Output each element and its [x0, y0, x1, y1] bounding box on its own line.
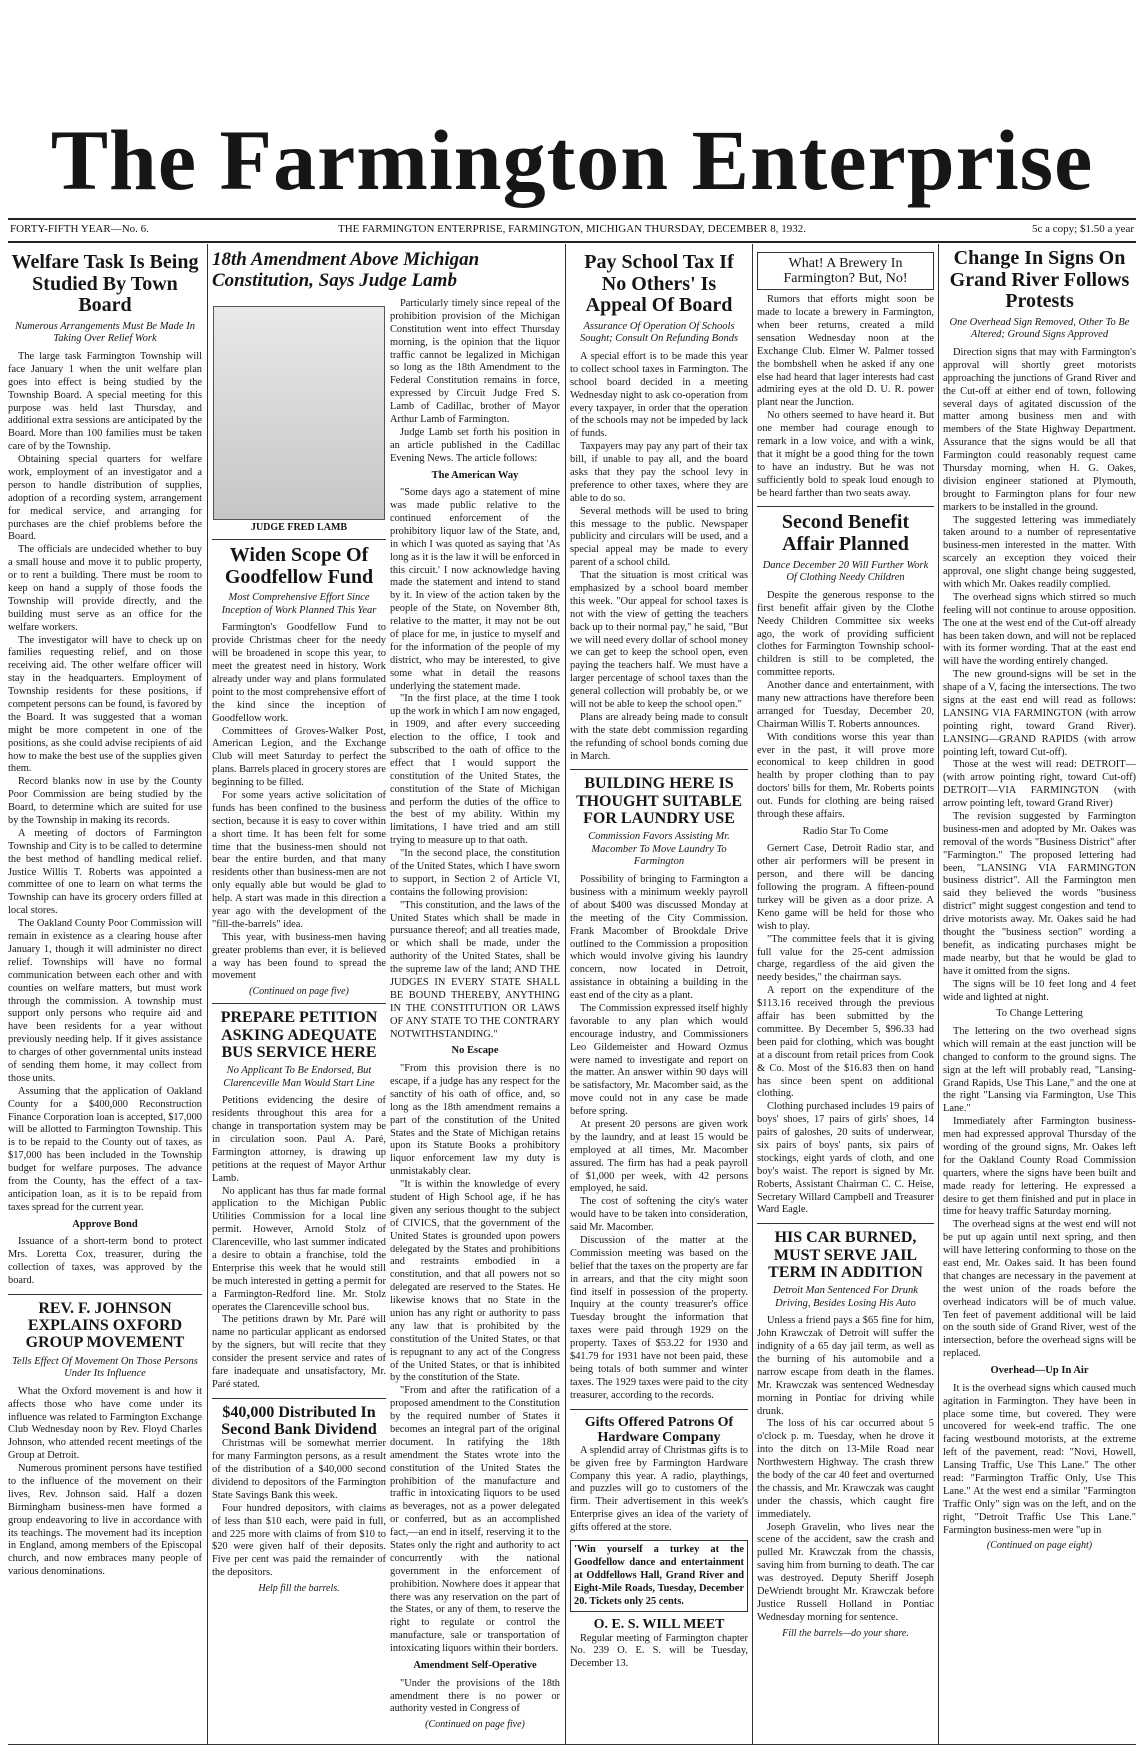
amendment-continued: (Continued on page five)	[425, 1719, 525, 1731]
brewery-box	[757, 252, 934, 290]
welfare-paragraph: The investigator will have to check up on families requesting relief, and on those receiving aid. The other welfare officer will stay in the headquarters. Employment of Township residents for these positions, if competent persons can be found, is favored by the Board. It was suggested that a woman might be more competent in one of the positions, as she could advise recipients of aid how to make the best use of the supplies given them.	[8, 634, 202, 775]
hardware-paragraph: A splendid array of Christmas gifts is to be given free by Farmington Hardware Company this year. A radio, playthings, and puzzles will go to customers of the firm. Their advertisement in this week's Enterprise gives an idea of the variety of gifts offered at the store.	[570, 1444, 748, 1534]
hardware-headline: Gifts Offered Patrons Of Hardware Company	[584, 1414, 734, 1445]
laundry-paragraph: At present 20 persons are given work by the laundry, and at least 15 would be employed at all times, Mr. Macomber assured. The firm has had a peak payroll of $1,000 per week, with 42 persons employed, he said.	[570, 1118, 748, 1195]
laundry-paragraph: Possibility of bringing to Farmington a business with a minimum weekly payroll of about $400 was discussed Monday at the meeting of the City Commission. Frank Macomber of Brookdale Drive outlined to the Commission a proposition which would involve giving his laundry concern, now located in Detroit, assistance in obtaining a building in the east end of the city as a plant.	[570, 874, 748, 1002]
benefit-paragraph: With conditions worse this year than ever in the past, it will prove more economical to keep children in good health by proper clothing than to pay doctors' bills for them, Mr. Roberts points out. Funds for clothing are being raised through these affairs.	[757, 731, 934, 820]
amendment-paragraph: "Under the provisions of the 18th amendment there is no power or authority vested in Congress of	[390, 1677, 560, 1715]
petition-paragraph: The petitions drawn by Mr. Paré will name no particular applicant as endorsed by the signers, but will recite that they consider the present service and rates of fare inadequate and unsatisfactory, Mr. Paré stated.	[212, 1314, 386, 1390]
welfare-paragraph: Assuming that the application of Oakland County for a $400,000 Reconstruction Finance Corporation loan is accepted, $17,000 will be allotted to Farmington Township. This is to be repaid to the County out of taxes, as $17,000 has been included in the Township budget for welfare purposes. The advance from the County, has the effect of a tax-anticipation loan, as it is to be repaid from taxes spread for the current year.	[8, 1085, 202, 1213]
petition-headline: PREPARE PETITION ASKING ADEQUATE BUS SERVICE HERE	[220, 1009, 378, 1061]
signs-paragraph: The overhead signs at the west end will not be put up again until next spring, and then will have lettering conforming to those on the east end, Mr. Oakes said. It has been found that changes are necessary in the pavement at the west union of the roads before the overhead indicators will be of much value. Ten feet of pavement additional will be laid on the south side of Grand River, west of the intersection, before the overhead signs will be replaced.	[943, 1219, 1136, 1360]
benefit-paragraph: A report on the expenditure of the $113.16 received through the previous affair has been submitted by the committee. By December 5, $96.33 had been paid for clothing, which was bought at a discount from retail prices from Cook & Co. Most of the $16.83 then on hand has since been spent on additional clothing.	[757, 985, 934, 1100]
petition-paragraph: No applicant has thus far made formal application to the Michigan Public Utilities Commission for a local line permit. However, Arnold Stolz of Clarenceville, who last summer indicated a desire to obtain a franchise, told the Enterprise this week that he would still be much interested in getting a permit for a Farmington-Redford line. Mr. Stolz operates the Clarenceville school bus.	[212, 1185, 386, 1313]
laundry-paragraph: The cost of softening the city's water would have to be taken into consideration, said Mr. Macomber.	[570, 1196, 748, 1234]
benefit-paragraph: "The committee feels that it is giving full value for the 25-cent admission charge, regardless of the aid given the needy besides," the chairman says.	[757, 933, 934, 984]
signs-paragraph: Immediately after Farmington business-men had expressed approval Thursday of the wording of the ground signs, Mr. Oakes left for the Oakland County Road Commission quarters, where the signs have been built and made ready for lettering. He expressed a desire to get them finished and put in place in time for heavy traffic Saturday morning.	[943, 1116, 1136, 1218]
signs-paragraph: The new ground-signs will be set in the shape of a V, facing the intersections. The two signs at the east end will read as follows: LANSING VIA FARMINGTON (with arrow pointing right, toward Grand River). LANSING—GRAND RAPIDS (with arrow pointing left, toward Cut-off).	[943, 669, 1136, 758]
signs-paragraph: The revision suggested by Farmington business-men and adopted by Mr. Oakes was removal of the words "Business District" after "Farmington." The proposed lettering had been, "LANSING VIA FARMINGTON business district". All the Farmington men said they believed the words "business district" might suggest congestion and tend to drive motorists away. Mr. Oakes said he had thought the "business section" wording a benefit, as indicating purchases might be made nearby, but that he would be glad to have it omitted from the signs.	[943, 811, 1136, 977]
amendment-headline: 18th Amendment Above Michigan Constitution, Says Judge Lamb	[212, 249, 480, 291]
jail-subhead: Detroit Man Sentenced For Drunk Driving, Besides Losing His Auto	[773, 1285, 918, 1309]
amendment-paragraph: Judge Lamb set forth his position in an article published in the Cadillac Evening News. The article follows:	[390, 426, 560, 464]
laundry-paragraph: The Commission expressed itself highly favorable to any plan which would encourage industry, and Commissioners Leo Gildemeister and Howard Ozmus were named to investigate and report on the matter. An answer within 90 days will be satisfactory, Mr. Macomber said, as the move could not in any case be made before spring.	[570, 1002, 748, 1118]
turkey-notice-box	[570, 1540, 748, 1612]
signs-paragraph: The lettering on the two overhead signs which will remain at the east junction will be changed to conform to the ground signs. The sign at the left will probably read, "Lansing-Grand Rapids, Use This Lane," and the one at the right "Lansing via Farmington, Use This Lane."	[943, 1025, 1136, 1115]
bank-paragraph: Four hundred depositors, with claims of less than $10 each, were paid in full, and 225 more with claims of from $10 to $20 were given half of their deposits. Five per cent was paid the remainder of the depositors.	[212, 1502, 386, 1579]
signs-paragraph: It is the overhead signs which caused much agitation in Farmington. They have been in place some time, but covered. They were uncovered for week-end traffic. The one facing westbound motorists, at the extreme left of the pavement, read: "Novi, Howell, Lansing Traffic, Use This Lane." The other read: "Farmington Traffic Only, Use This Lane." At the west end a similar "Farmington Traffic Only" sign was on the left, and on the right, "Detroit Traffic Use This Lane." Farmington business-men were "up in	[943, 1382, 1136, 1536]
signs-paragraph: The suggested lettering was immediately taken around to a number of representative business-men interested in the matter. With scarcely an exception they voiced their approval, one slight change being suggested, with which Mr. Oakes readily complied.	[943, 514, 1136, 590]
column-4	[570, 252, 748, 1742]
benefit-headline: Second Benefit Affair Planned	[781, 511, 910, 556]
laundry-headline: BUILDING HERE IS THOUGHT SUITABLE FOR LAUNDRY USE	[575, 775, 743, 827]
amendment-paragraph: Particularly timely since repeal of the prohibition provision of the Michigan Constitution went into effect Thursday morning, is the opinion that the liquor traffic cannot be legalized in Michigan so long as the 18th Amendment to the Federal Constitution remains in force, expressed by Circuit Judge Fred S. Lamb of Cadillac, brother of Mayor Arthur Lamb of Farmington.	[390, 298, 560, 426]
column-rule-3	[752, 244, 753, 1744]
welfare-paragraph: A meeting of doctors of Farmington Township and City is to be called to determine the best method of handling medical relief. Justice Willis T. Roberts was appointed a committee of one to learn on what terms the Township can have its grocery orders filled at local stores.	[8, 827, 202, 917]
amendment-paragraph: "From and after the ratification of a proposed amendment to the Constitution by the required number of States it becomes an integral part of the original document. In ratifying the 18th amendment the States wrote into the constitution of the United States the prohibition of the manufacture and traffic in intoxicating liquors to be used as beverages, not as a power delegated or conferred, but as an accomplished fact,—an end in itself, reserving it to the States only the right and authority to act concurrently with the national government in the enforcement of prohibition. Nowhere does it appear that there was any reservation on the part of the States, or any of them, to reserve the right to regulate or control the manufacture, sale or transportation of intoxicating liquors within their borders.	[390, 1385, 560, 1655]
oxford-subhead: Tells Effect Of Movement On Those Persons Under Its Influence	[12, 1355, 198, 1380]
jail-paragraph: The loss of his car occurred about 5 o'clock p. m. Tuesday, when he drove it into the ditch on 13-Mile Road near Northwestern Highway. The crash threw the body of the car 40 feet and overturned the chassis, and Mr. Krawczak was caught under the chassis, which caught fire immediately.	[757, 1418, 934, 1520]
bank-footer-note: Help fill the barrels.	[258, 1583, 340, 1595]
column-3	[390, 298, 560, 1742]
laundry-subhead: Commission Favors Assisting Mr. Macomber To Move Laundry To Farmington	[588, 831, 730, 868]
masthead-title: The Farmington Enterprise	[50, 112, 1094, 208]
school-tax-paragraph: Plans are already being made to consult with the state debt commission regarding the refunding of school bonds coming due in March.	[570, 711, 748, 762]
petition-paragraph: Petitions evidencing the desire of residents throughout this area for a change in transportation system may be in circulation soon. Paul A. Paré, Farmington attorney, is drawing up petitions at the request of Mayor Arthur Lamb.	[212, 1095, 386, 1184]
benefit-paragraph: Another dance and entertainment, with many new attractions have therefore been arranged for Tuesday, December 20, Chairman Willis T. Roberts announces.	[757, 680, 934, 730]
approve-subhead: Approve Bond	[72, 1218, 138, 1230]
amendment-paragraph: "From this provision there is no escape, if a judge has any respect for the sanctity of his oath of office, and, so long as the 18th amendment remains a part of the constitution of the United States and the State of Michigan retains upon its Statute Books a prohibitory liquor enforcement law my duty is unmistakably clear.	[390, 1063, 560, 1178]
volume-number: FORTY-FIFTH YEAR—No. 6.	[10, 223, 149, 235]
benefit-paragraph: Clothing purchased includes 19 pairs of boys' shoes, 17 pairs of girls' shoes, 14 pairs of galoshes, 20 suits of underwear, six pairs of boys' pants, six pairs of stockings, eight yards of cloth, and one boy's waist. The report is signed by Mr. Roberts, Assistant Chairman C. C. Heise, Secretary Willard Campbell and Treasurer Ward Eagle.	[757, 1101, 934, 1216]
brewery-headline: What! A Brewery In Farmington? But, No!	[783, 256, 908, 287]
oxford-headline: REV. F. JOHNSON EXPLAINS OXFORD GROUP MOVEMENT	[25, 1299, 185, 1352]
column-5	[757, 252, 934, 1742]
goodfellow-paragraph: Committees of Groves-Walker Post, American Legion, and the Exchange Club will meet Saturday to perfect the plans. Barrels placed in grocery stores are beginning to be filled.	[212, 725, 386, 789]
signs-paragraph: The overhead signs which stirred so much feeling will not continue to arouse opposition. The one at the west end of the Cut-off already has been taken down, and will not be replaced with its former wording. That at the east end will have the wording entirely changed.	[943, 591, 1136, 668]
amendment-paragraph: "Some days ago a statement of mine was made public relative to the continued enforcement of the prohibitory liquor law of the State, and, in which I was quoted as saying that 'As long as it is the law it will be enforced in this circuit.' I now acknowledge having made the statement and intend to stand by it. In view of the action taken by the people of the State, on November 8th, relative to the matter, it may not be out of place for me, in justice to myself and for the information of the people of my district, who may be interested, to give some what in detail the reasons underlying the statement made.	[390, 487, 560, 692]
benefit-subhead: Radio Star To Come	[802, 825, 889, 837]
benefit-paragraph: Gernert Case, Detroit Radio star, and other air performers will be present in person, and there will be dancing following the program. A fifteen-pound turkey will be given as a door prize. A Keno game will be held for those who wish to play.	[757, 843, 934, 932]
goodfellow-paragraph: For some years active solicitation of funds has been confined to the business section, because it is easy to cover within a short time. It has been felt for some time that the business-men should not bear the entire burden, and that many residents other than business-men are not only equally able but would be glad to help. A start was made in this direction a year ago with the development of the "fill-the-barrels" idea.	[212, 789, 386, 930]
goodfellow-continued: (Continued on page five)	[249, 986, 349, 998]
signs-subhead: Overhead—Up In Air	[990, 1365, 1089, 1377]
column-rule-4	[938, 244, 939, 1744]
judge-portrait-photo	[213, 306, 385, 520]
bank-paragraph: Christmas will be somewhat merrier for many Farmington persons, as a result of the distribution of a $40,000 second dividend to depositors of the Farmington State Savings Bank this week.	[212, 1438, 386, 1501]
column-2	[212, 298, 386, 1742]
amendment-paragraph: "It is within the knowledge of every student of High School age, if he has given any serious thought to the subject of CIVICS, that the government of the United States is grounded upon powers delegated by the States and prohibitions and restraints embodied in a constitution, and that all powers not so delegated are reserved to the States. He likewise knows that no State in the union has any right or authority to pass any law that is prohibited by the constitution of the United States, or that is repugnant to any act of the Congress of the United States, or that is inhibited by the constitution of the State.	[390, 1179, 560, 1384]
welfare-paragraph: The large task Farmington Township will face January 1 when the unit welfare plan goes into effect is being studied by the Township Board. A special meeting for this purpose was held last Thursday, and additional extra sessions are anticipated by the Board. More than 100 families must be taken care of by the Township.	[8, 350, 202, 453]
amendment-paragraph: "In the second place, the constitution of the United States, which I have sworn to support, in Section 2 of Article VI, contains the following provision:	[390, 848, 560, 898]
oes-paragraph: Regular meeting of Farmington chapter No. 239 O. E. S. will be Tuesday, December 13.	[570, 1632, 748, 1670]
school-tax-paragraph: That the situation is most critical was emphasized by a school board member this week. "Our appeal for school taxes is not with the view of getting the teachers back up to their normal pay," he said, "But we will need every dollar of school money we can get to keep the school open, even paying the teachers half. We must have a larger percentage of school taxes than the general collection will probably be, or we will not be able to keep the school open."	[570, 570, 748, 711]
turkey-notice-text: 'Win yourself a turkey at the Goodfellow dance and entertainment at Oddfellows Hall, Grand River and Eight-Mile Roads, Tuesday, December 20. Tickets only 25 cents.	[574, 1544, 744, 1607]
signs-paragraph: The signs will be 10 feet long and 4 feet wide and lighted at night.	[943, 978, 1136, 1003]
jail-headline: HIS CAR BURNED, MUST SERVE JAIL TERM IN ADDITION	[768, 1229, 923, 1281]
brewery-paragraph: Rumors that efforts might soon be made to locate a brewery in Farmington, when beer returns, created a mild sensation Wednesday noon at the Exchange Club. Elmer W. Palmer tossed the bombshell when he asked if any one else had heard that lager interests had cast admiring eyes at the old D. U. R. power plant near the Junction.	[757, 294, 934, 409]
brewery-paragraph: No others seemed to have heard it. But one member had courage enough to remark in a low voice, and with a wink, that it might be a good thing for the town to have an industry. But he was not sufficiently bold to speak loud enough to be heard farther than two seats away.	[757, 410, 934, 499]
goodfellow-headline: Widen Scope Of Goodfellow Fund	[224, 544, 374, 588]
welfare-headline: Welfare Task Is Being Studied By Town Board	[11, 252, 199, 317]
signs-subhead: To Change Lettering	[996, 1008, 1083, 1020]
masthead-rule	[8, 218, 1136, 220]
welfare-paragraph: The Oakland County Poor Commission will remain in existence as a clearing house after January 1, though it will administer no direct relief. Townships will have no formal communication between each other and with counties on welfare matters, but must work through the commission. A township must support only persons who require aid and have been residents for a year without previously needing help. If it gives assistance to charges of other governmental units instead of sending them home, it may collect from those units.	[8, 918, 202, 1084]
petition-subhead: No Applicant To Be Endorsed, But Clarenceville Man Would Start Line	[223, 1065, 375, 1089]
goodfellow-paragraph: This year, with business-men having greater problems than ever, it is believed a way has been found to spread the movement	[212, 931, 386, 982]
goodfellow-paragraph: Farmington's Goodfellow Fund to provide Christmas cheer for the needy will be broadened in scope this year, to meet the greatest need in history. Work already under way and plans formulated point to the most comprehensive effort of the kind since the inception of Goodfellow work.	[212, 622, 386, 724]
jail-footer-note: Fill the barrels—do your share.	[782, 1627, 909, 1639]
column-rule-1	[207, 244, 208, 1744]
school-tax-paragraph: A special effort is to be made this year to collect school taxes in Farmington. The school board decided in a meeting Wednesday night to ask co-operation from every taxpayer, in order that the operation of the schools may not be impeded by lack of funds.	[570, 350, 748, 440]
oxford-paragraph: What the Oxford movement is and how it affects those who have come under its influence was related to Farmington Exchange Club Wednesday noon by Rev. Floyd Charles Johnson, who attended recent meetings of the Group at Detroit.	[8, 1385, 202, 1462]
welfare-paragraph: Record blanks now in use by the County Poor Commission are being studied by the Board, to determine which are suited for use by the Township in making its records.	[8, 776, 202, 827]
welfare-paragraph: Obtaining special quarters for welfare work, employment of an investigator and a person to handle distribution of supplies, adoption of a recording system, arrangement for medical service, and arranging for purchases are the chief problems before the Board.	[8, 454, 202, 543]
signs-paragraph: Those at the west will read: DETROIT—(with arrow pointing right, toward Cut-off) DETROIT—VIA FARMINGTON (with arrow pointing left, toward Grand River)	[943, 759, 1136, 810]
dateline-rule	[8, 241, 1136, 243]
column-rule-2	[565, 244, 566, 1744]
signs-continued: (Continued on page eight)	[986, 1540, 1093, 1552]
benefit-paragraph: Despite the generous response to the first benefit affair given by the Clothe Needy Children Committee six weeks ago, the work of providing sufficient clothes for Farmington Township school-children is still to be completed, the committee reports.	[757, 589, 934, 679]
price: 5c a copy; $1.50 a year	[1031, 223, 1134, 235]
laundry-paragraph: Discussion of the matter at the Commission meeting was based on the belief that the taxes on the property are far in arrears, and that the city might soon find itself in possession of the property. Inquiry at the county treasurer's office Tuesday brought the information that taxes were paid through 1929 on the property. Taxes of $53.22 for 1930 and $41.79 for 1931 have not been paid, these being totals of both summer and winter taxes. The 1929 taxes were paid to the city treasurer, according to the records.	[570, 1234, 748, 1401]
benefit-subhead: Dance December 20 Will Further Work Of Clothing Needy Children	[762, 559, 929, 584]
jail-paragraph: Joseph Gravelin, who lives near the scene of the accident, saw the crash and pulled Mr. Krawczak from the chassis, saving him from burning to death. The car was destroyed. Deputy Sheriff Joseph DeWriendt brought Mr. Krawczak before Justice Russell Holland in Pontiac Wednesday morning for sentence.	[757, 1521, 934, 1623]
amendment-subhead: No Escape	[451, 1045, 499, 1057]
column-1	[8, 252, 202, 1742]
school-tax-headline: Pay School Tax If No Others' Is Appeal Of Board	[584, 252, 734, 317]
school-tax-subhead: Assurance Of Operation Of Schools Sought; Consult On Refunding Bonds	[579, 320, 739, 345]
jail-paragraph: Unless a friend pays a $65 fine for him, John Krawczak of Detroit will suffer the indignity of a 65 day jail term, as well as the burning of his automobile and a narrow escape from death in the flames. Mr. Krawczak was sentenced Wednesday morning in Pontiac for driving while drunk.	[757, 1315, 934, 1417]
school-tax-paragraph: Taxpayers may pay any part of their tax bill, if unable to pay all, and the board asks that they pay the school levy in preference to other taxes, where they are able to do so.	[570, 441, 748, 504]
signs-headline: Change In Signs On Grand River Follows Protests	[949, 248, 1130, 313]
school-tax-paragraph: Several methods will be used to bring this message to the public. Newspaper publicity and circulars will be used, and a special appeal may be made to every parent of a school child.	[570, 505, 748, 569]
dateline	[10, 221, 1134, 239]
signs-subhead: One Overhead Sign Removed, Other To Be Altered; Ground Signs Approved	[949, 316, 1130, 341]
goodfellow-subhead: Most Comprehensive Effort Since Inception of Work Planned This Year	[221, 592, 377, 616]
oxford-paragraph: Numerous prominent persons have testified to the influence of the movement on their lives, Rev. Johnson said. Half a dozen Birmingham business-men have formed a group endeavoring to live in accordance with its teachings. The movement had its inception in England, among members of the Episcopal church, and now embraces many people of various denominations.	[8, 1463, 202, 1578]
bottom-rule	[8, 1744, 1136, 1745]
publication-line: THE FARMINGTON ENTERPRISE, FARMINGTON, MICHIGAN THURSDAY, DECEMBER 8, 1932.	[337, 223, 807, 235]
oes-headline: O. E. S. WILL MEET	[593, 1617, 725, 1633]
amendment-paragraph: "In the first place, at the time I took up the work in which I am now engaged, in 1909, and after every succeeding election to the office, I took and subscribed to the oath of office to the effect that I would support the constitution of the United States, the constitution of the State of Michigan and perform the duties of the office to the best of my ability. Within my limitations, I have tried and am still trying to measure up to that oath.	[390, 693, 560, 847]
photo-caption: JUDGE FRED LAMB	[250, 522, 348, 533]
welfare-subhead: Numerous Arrangements Must Be Made In Taking Over Relief Work	[15, 320, 195, 345]
amendment-paragraph: "This constitution, and the laws of the United States which shall be made in pursuance thereof; and all treaties made, or which shall be made, under the authority of the United States, shall be the supreme law of the land; AND THE JUDGES IN EVERY STATE SHALL BE BOUND THEREBY, ANYTHING IN THE CONSTITUTION OR LAWS OF ANY STATE TO THE CONTRARY NOTWITHSTANDING."	[390, 899, 560, 1040]
welfare-paragraph: The officials are undecided whether to buy a small house and move it to public property, or to rent a building. There must be room to keep on hand a supply of those foods the Township will provide directly, and the building must serve as an office for the welfare workers.	[8, 544, 202, 633]
signs-paragraph: Direction signs that may with Farmington's approval will shortly greet motorists approaching the junctions of Grand River and the Cut-off at either end of town, following several days of agitated discussion of the matter among business men and with members of the State Highway Department. Assurance that the signs would be all that Farmington could reasonably request came Thursday morning, when H. G. Oakes, division engineer stationed at Plymouth, brought to Farmington plans for four new markers to be installed in the ground.	[943, 346, 1136, 513]
amendment-subhead: Amendment Self-Operative	[413, 1660, 537, 1672]
column-6	[943, 248, 1136, 1742]
approve-paragraph: Issuance of a short-term bond to protect Mrs. Loretta Cox, treasurer, during the collection of taxes, was approved by the board.	[8, 1236, 202, 1286]
amendment-subhead: The American Way	[431, 469, 519, 481]
bank-headline: $40,000 Distributed In Second Bank Dividend	[221, 1403, 377, 1439]
